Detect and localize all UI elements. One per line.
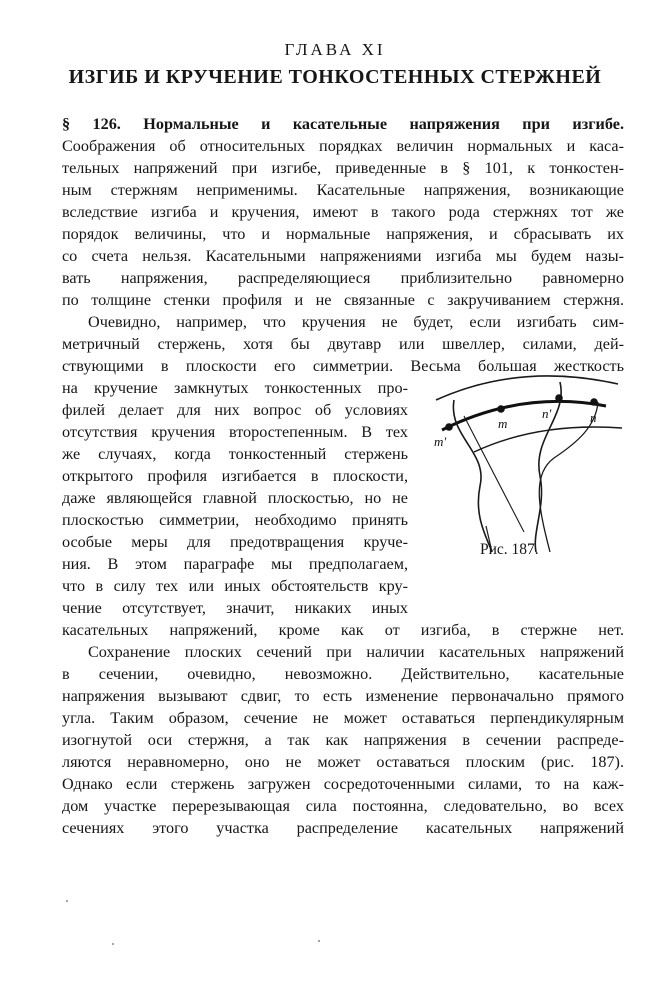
text-line: вследствие изгиба и кручения, имеют в такого рода стержнях тот же [62,203,624,221]
text-line: на кручение замкнутых тонкостенных про- [62,379,408,397]
text-line: ляются неравномерно, оно не может оставаться плоским (рис. 187). [62,753,624,771]
label-m-prime: m' [434,434,447,449]
text-line: в сечении, очевидно, невозможно. Действительно, касательные [62,665,624,683]
text-line: вать напряжения, распределяющиеся приблизительно равномерно [62,269,624,287]
text-line: же случаях, когда тонкостенный стержень [62,445,408,463]
text-line: со счета нельзя. Касательными напряжениями изгиба мы будем назы- [62,247,624,265]
point-m [497,405,505,413]
beam-fiber-line [442,401,606,430]
point-n-prime [555,394,563,402]
text-line: открытого профиля изгибается в плоскости, [62,467,408,485]
label-n-prime: n' [542,406,552,421]
text-line: плоскостью симметрии, необходимо принять [62,511,408,529]
text-line: Сохранение плоских сечений при наличии касательных напряжений [88,643,624,661]
text-line: изогнутой оси стержня, а так как напряжения в сечении распреде- [62,731,624,749]
text-line: что в силу тех или иных обстоятельств кру- [62,577,408,595]
text-line: по толщине стенки профиля и не связанные с закручиванием стержня. [62,291,624,309]
label-n: n [590,410,597,425]
figure-caption: Рис. 187. [480,541,539,558]
text-line: сечениях этого участка распределение касательных напряжений [62,819,624,837]
section-reference-line [464,416,524,532]
scan-speck [112,943,114,945]
text-line: напряжения вызывают сдвиг, то есть изменение первоначально прямого [62,687,624,705]
point-m-prime [445,423,453,431]
text-line: Соображения об относительных порядках величин нормальных и каса- [62,137,624,155]
text-line: особые меры для предотвращения круче- [62,533,408,551]
text-line: отсутствия кручения второстепенным. В тех [62,423,408,441]
text-line: ствующими в плоскости его симметрии. Весьма большая жесткость [62,357,624,375]
text-line: чение отсутствует, значит, никаких иных [62,599,408,617]
text-line: угла. Таким образом, сечение не может оставаться перпендикулярным [62,709,624,727]
figure-187 [428,356,628,556]
text-line: касательных напряжений, кроме как от изгиба, в стержне нет. [62,621,624,639]
text-line: ным стержням неприменимы. Касательные напряжения, возникающие [62,181,624,199]
text-line: тельных напряжений при изгибе, приведенные в § 101, к тонкостен- [62,159,624,177]
text-line: метричный стержень, хотя бы двутавр или швеллер, силами, дей- [62,335,624,353]
text-line: порядок величины, что и нормальные напряжения, и сбрасывать их [62,225,624,243]
chapter-number: ГЛАВА XI [284,40,386,59]
section-heading: § 126. Нормальные и касательные напряжения при изгибе. [62,115,624,133]
label-m: m [498,416,508,431]
scan-speck [318,940,320,942]
scan-speck [66,900,68,902]
bent-beam-diagram [428,356,628,556]
text-line: Очевидно, например, что кручения не будет, если изгибать сим- [88,313,624,331]
text-line: ния. В этом параграфе мы предполагаем, [62,555,408,573]
text-line: дом участке перерезывающая сила постоянна, следовательно, во всех [62,797,624,815]
text-line: филей делает для них вопрос об условиях [62,401,408,419]
point-n [590,398,598,406]
text-line: Однако если стержень загружен сосредоточенными силами, то на каж- [62,775,624,793]
chapter-title: ИЗГИБ И КРУЧЕНИЕ ТОНКОСТЕННЫХ СТЕРЖНЕЙ [68,66,602,88]
text-line: даже являющейся главной плоскостью, но не [62,489,408,507]
beam-outer-edge [436,376,618,400]
